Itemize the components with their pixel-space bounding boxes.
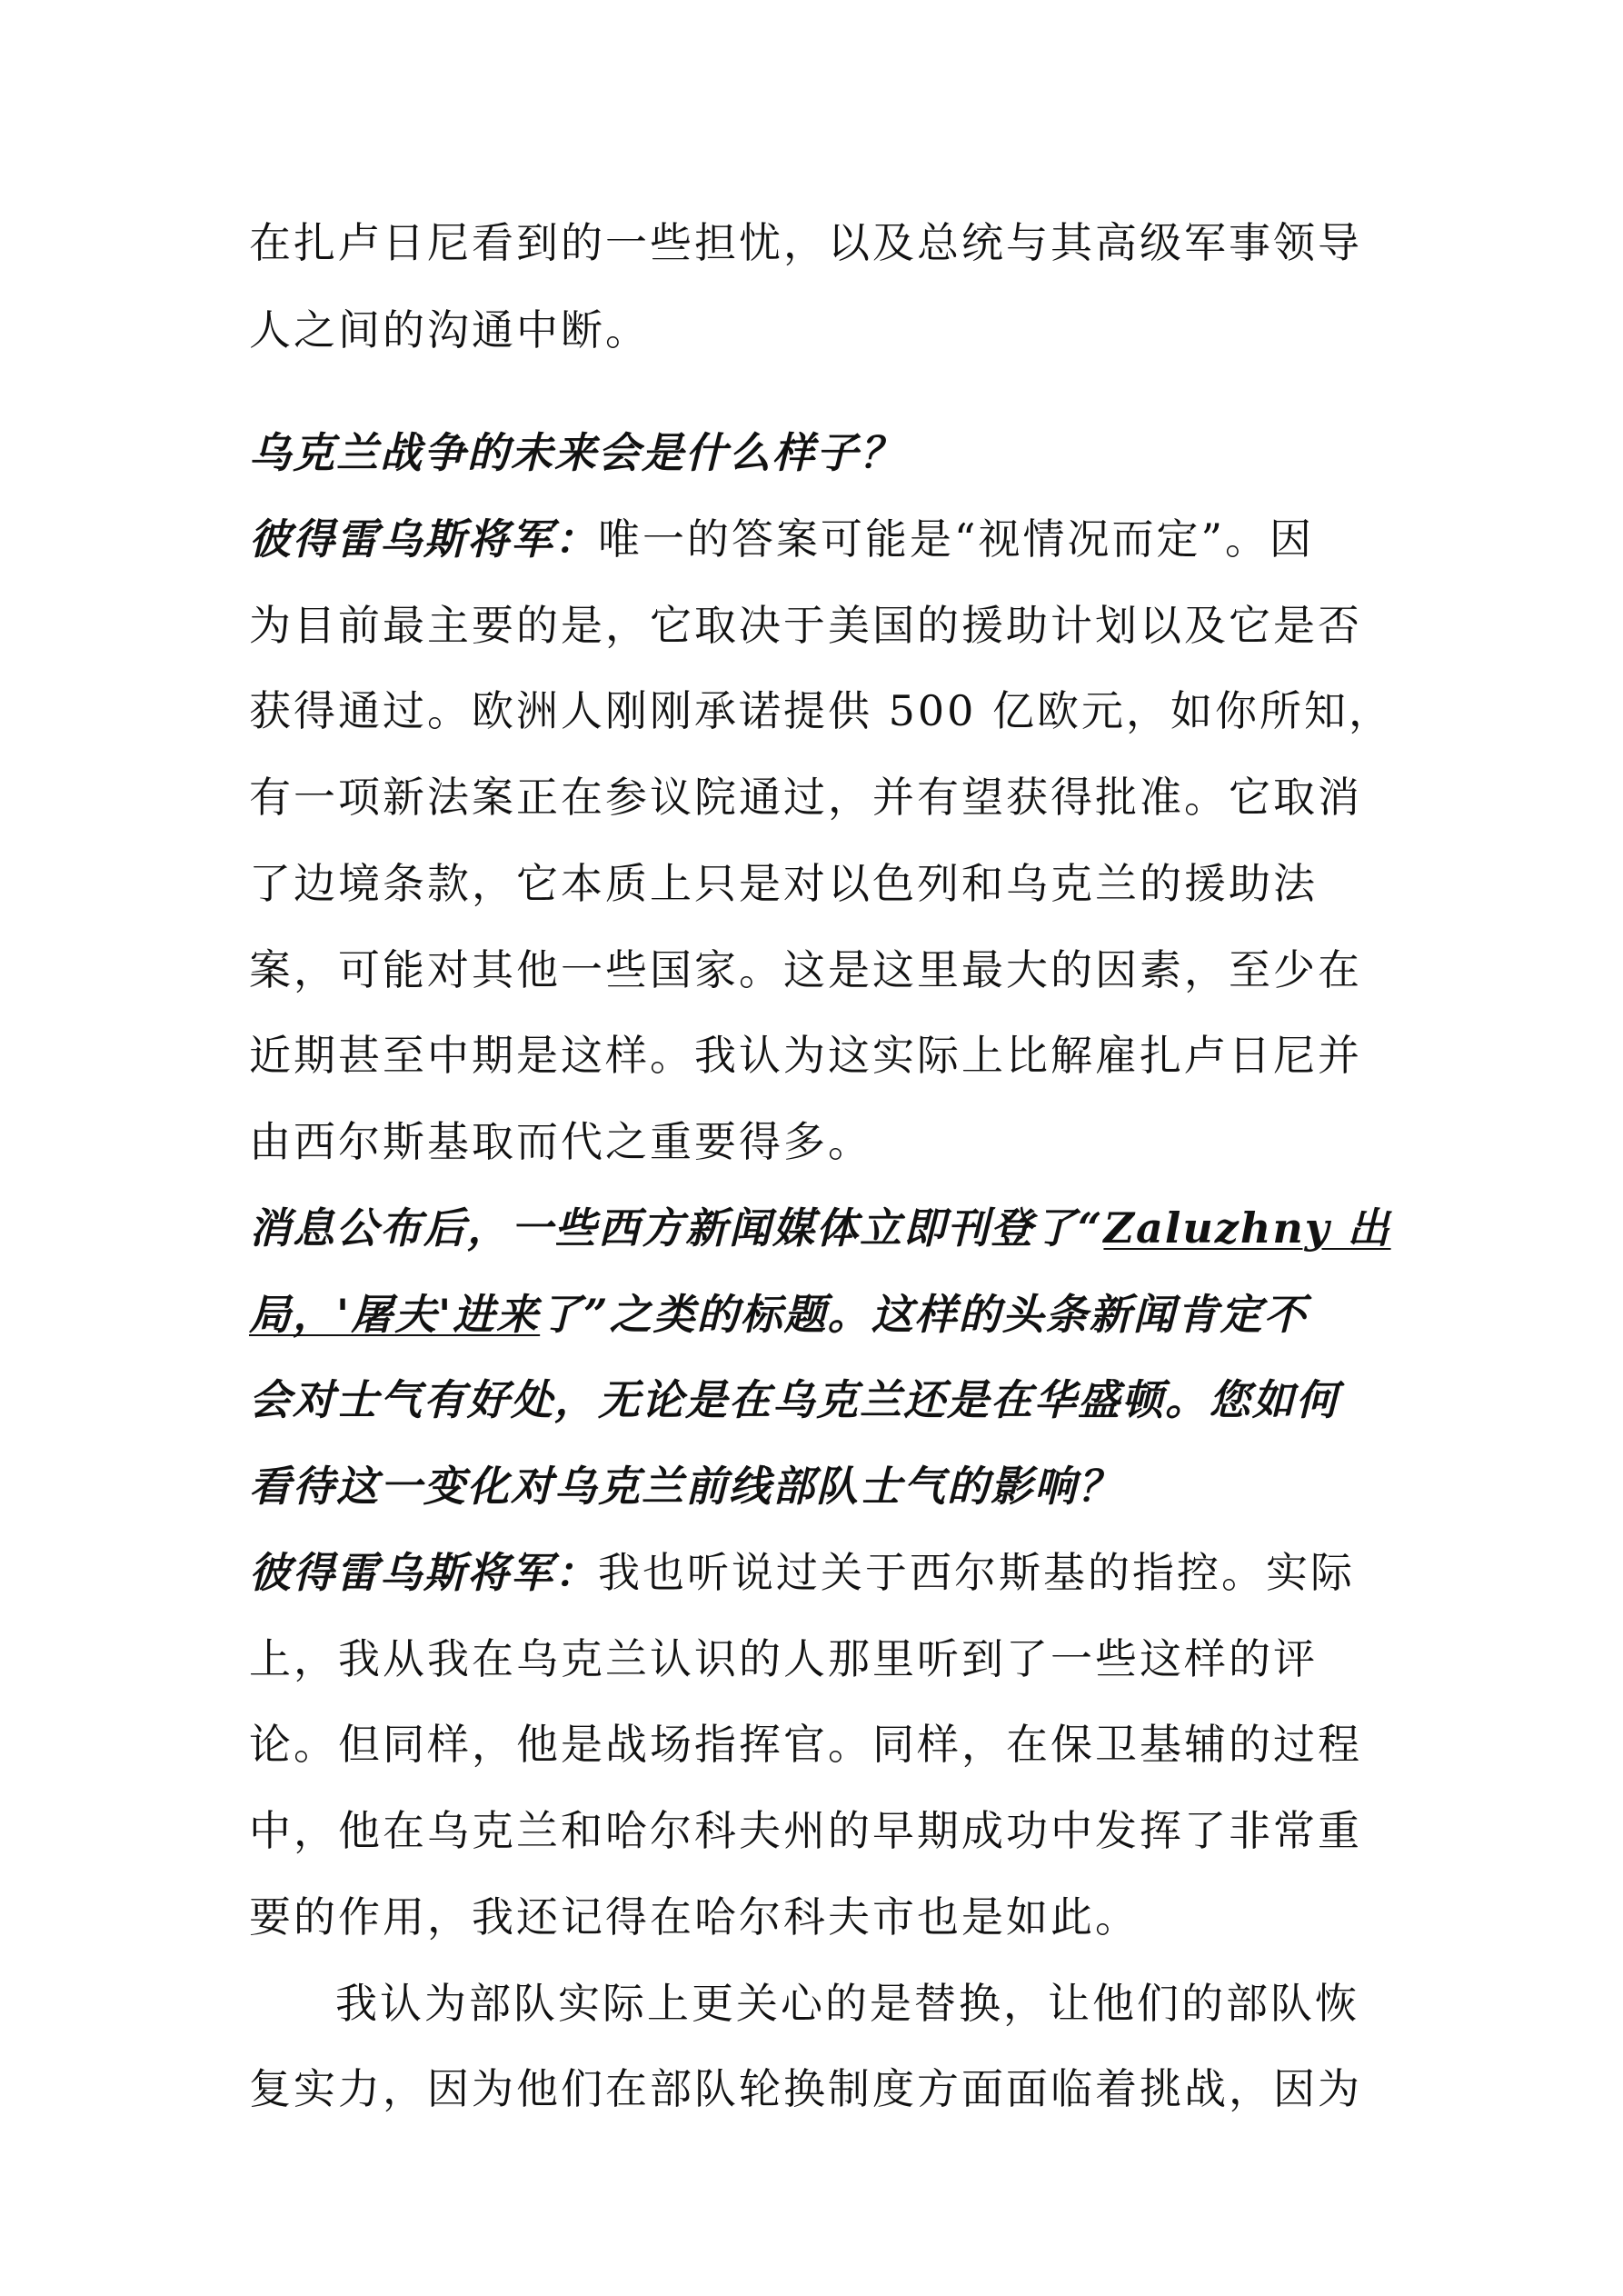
answer-first-line [249, 1545, 1355, 1600]
body-line: 复实力，因为他们在部队轮换制度方面面临着挑战，因为 [249, 2064, 1362, 2113]
body-line: 获得通过。欧洲人刚刚承诺提供 500 亿欧元，如你所知， [249, 686, 1394, 735]
body-line: 了边境条款，它本质上只是对以色列和乌克兰的援助法 [249, 859, 1318, 908]
headline-link[interactable]: 局，'屠夫'进来 [249, 1290, 541, 1339]
body-line: 案，可能对其他一些国家。这是这里最大的因素，至少在 [249, 945, 1362, 994]
body-line: 为目前最主要的是，它取决于美国的援助计划以及它是否 [249, 601, 1362, 650]
body-line: 要的作用，我还记得在哈尔科夫市也是如此。 [249, 1892, 1140, 1942]
body-line: 上，我从我在乌克兰认识的人那里听到了一些这样的评 [249, 1634, 1318, 1683]
body-line: 在扎卢日尼看到的一些担忧，以及总统与其高级军事领导 [249, 218, 1362, 267]
body-line: 人之间的沟通中断。 [249, 305, 650, 354]
question-heading [249, 1287, 1308, 1342]
question-heading: 乌克兰战争的未来会是什么样子？ [249, 428, 903, 477]
body-line: 近期甚至中期是这样。我认为这实际上比解雇扎卢日尼并 [249, 1031, 1362, 1080]
body-line: 有一项新法案正在参议院通过，并有望获得批准。它取消 [249, 773, 1362, 822]
speaker-label: 彼得雷乌斯将军： [249, 1548, 598, 1597]
body-line: 中，他在乌克兰和哈尔科夫州的早期成功中发挥了非常重 [249, 1806, 1362, 1855]
body-line-indented: 我认为部队实际上更关心的是替换，让他们的部队恢 [335, 1979, 1359, 2028]
question-text: 了”之类的标题。这样的头条新闻肯定不 [540, 1290, 1308, 1339]
body-line: 论。但同样，他是战场指挥官。同样，在保卫基辅的过程 [249, 1720, 1362, 1769]
body-line: 由西尔斯基取而代之重要得多。 [249, 1117, 872, 1166]
question-heading [249, 1201, 1391, 1255]
answer-text: 唯一的答案可能是“视情况而定”。因 [598, 514, 1315, 564]
answer-text: 我也听说过关于西尔斯基的指控。实际 [598, 1548, 1355, 1597]
question-heading: 会对士气有好处，无论是在乌克兰还是在华盛顿。您如何 [249, 1375, 1339, 1424]
speaker-label: 彼得雷乌斯将军： [249, 514, 598, 564]
headline-link[interactable]: Zaluzhny 出 [1103, 1203, 1391, 1253]
question-heading: 看待这一变化对乌克兰前线部队士气的影响？ [249, 1462, 1121, 1511]
answer-first-line [249, 512, 1314, 566]
question-text: 消息公布后，一些西方新闻媒体立即刊登了“ [249, 1203, 1104, 1253]
